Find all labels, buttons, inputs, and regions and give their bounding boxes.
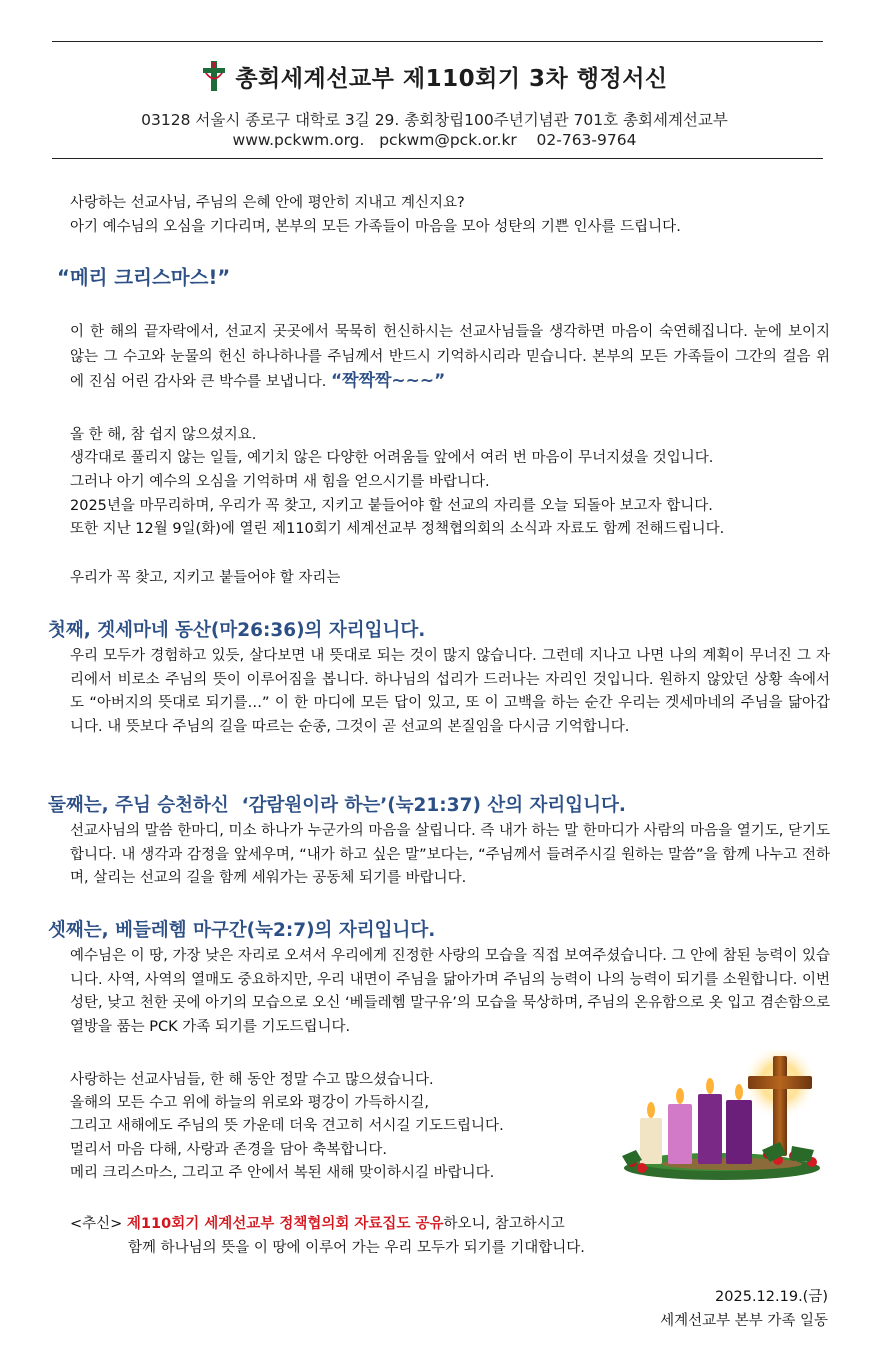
section-1-body: 우리 모두가 경험하고 있듯, 살다보면 내 뜻대로 되는 것이 많지 않습니다. 그런데 지나고 나면 나의 계획이 무너진 그 자리에서 비로소 주님의 뜻이 이루어짐을 봅니다. 하나님의 섭리가 드러나는 자리인 것입니다. 원하지 않았던 상황 속에서도 “아버지의 뜻대로 되기를…” 이 한 마디에 모든 답이 있고, 또 이 고백을 하는 순간 우리는 겟세마네의 주님을 닮아갑니다. 내 뜻보다 주님의 길을 따르는 순종, 그것이 곧 선교의 본질임을 다시금 기억합니다. <box>70 648 830 735</box>
title-text: 총회세계선교부 제110회기 3차 행정서신 <box>235 66 668 92</box>
section-3-heading: 셋째는, 베들레헴 마구간(눅2:7)의 자리입니다. <box>48 920 436 941</box>
thanks-paragraph <box>70 320 830 395</box>
section-3-body: 예수님은 이 땅, 가장 낮은 자리로 오셔서 우리에게 진정한 사랑의 모습을 직접 보여주셨습니다. 그 안에 참된 능력이 있습니다. 사역, 사역의 열매도 중요하지만, 우리 내면이 주님을 닮아가며 주님의 능력이 나의 능력이 되기를 소원합니다. 이번 성탄, 낮고 천한 곳에 아기의 모습으로 오신 ‘베들레헴 말구유’의 모습을 묵상하며, 주님의 온유함으로 옷 입고 겸손함으로 열방을 품는 PCK 가족 되기를 기도드립니다. <box>70 948 830 1035</box>
section-2-body: 선교사님의 말씀 한마디, 미소 하나가 누군가의 마음을 살립니다. 즉 내가 하는 말 한마디가 사람의 마음을 열기도, 닫기도 합니다. 내 생각과 감정을 앞세우며, “내가 하고 싶은 말”보다는, “주님께서 들려주시길 원하는 말씀”을 함께 나누고 전하며, 살리는 선교의 길을 함께 세워가는 공동체 되기를 바랍니다. <box>70 823 830 886</box>
postscript-line-1 <box>70 1212 830 1236</box>
postscript-highlight: 제110회기 세계선교부 정책협의회 자료집도 공유 <box>126 1216 444 1232</box>
year-line-4: 2025년을 마무리하며, 우리가 꼭 찾고, 지키고 붙들어야 할 선교의 자리를 오늘 되돌아 보고자 합니다. <box>70 498 713 514</box>
pck-logo-icon <box>201 60 227 98</box>
year-line-2: 생각대로 풀리지 않는 일들, 예기치 않은 다양한 어려움들 앞에서 여러 번 마음이 무너지셨을 것입니다. <box>70 450 714 466</box>
merry-christmas-heading: “메리 크리스마스!” <box>57 266 231 289</box>
advent-candles-cross-illustration <box>622 1050 834 1180</box>
section-1-heading: 첫째, 겟세마네 동산(마26:36)의 자리입니다. <box>48 620 426 641</box>
closing-line-1: 사랑하는 선교사님들, 한 해 동안 정말 수고 많으셨습니다. <box>70 1072 434 1088</box>
header-bottom-rule <box>52 158 823 159</box>
letter-sender: 세계선교부 본부 가족 일동 <box>660 1313 828 1329</box>
contact-line: www.pckwm.org. pckwm@pck.or.kr 02-763-9764 <box>232 131 637 149</box>
closing-line-2: 올해의 모든 수고 위에 하늘의 위로와 평강이 가득하시길, <box>70 1095 430 1111</box>
clap-text: “짝짝짝~~~” <box>330 371 446 391</box>
top-rule <box>52 41 823 42</box>
signature-block <box>660 1285 828 1333</box>
year-line-5: 또한 지난 12월 9일(화)에 열린 제110회기 세계선교부 정책협의회의 소식과 자료도 함께 전해드립니다. <box>70 521 725 537</box>
closing-line-3: 그리고 새해에도 주님의 뜻 가운데 더욱 견고히 서시길 기도드립니다. <box>70 1118 504 1134</box>
postscript-label: <추신> <box>70 1216 127 1232</box>
section-2-heading: 둘째는, 주님 승천하신 ‘감람원이라 하는’(눅21:37) 산의 자리입니다. <box>48 795 626 816</box>
address-line: 03128 서울시 종로구 대학로 3길 29. 총회창립100주년기념관 701호 총회세계선교부 <box>141 111 728 129</box>
closing-line-5: 메리 크리스마스, 그리고 주 안에서 복된 새해 맞이하시길 바랍니다. <box>70 1165 495 1181</box>
year-line-3: 그러나 아기 예수의 오심을 기억하며 새 힘을 얻으시기를 바랍니다. <box>70 474 490 490</box>
letter-date: 2025.12.19.(금) <box>715 1289 828 1305</box>
greeting-line-1: 사랑하는 선교사님, 주님의 은혜 안에 평안히 지내고 계신지요? <box>70 195 465 211</box>
postscript-rest: 하오니, 참고하시고 <box>443 1216 565 1232</box>
thanks-text: 이 한 해의 끝자락에서, 선교지 곳곳에서 묵묵히 헌신하시는 선교사님들을 생각하면 마음이 숙연해집니다. 눈에 보이지 않는 그 수고와 눈물의 헌신 하나하나를 주님께서 반드시 기억하시리라 믿습니다. 본부의 모든 가족들이 그간의 걸음 위에 진심 어린 감사와 큰 박수를 보냅니다. <box>70 324 831 390</box>
letter-title <box>0 60 869 98</box>
greeting-line-2: 아기 예수님의 오심을 기다리며, 본부의 모든 가족들이 마음을 모아 성탄의 기쁜 인사를 드립니다. <box>70 219 681 235</box>
intro-line: 우리가 꼭 찾고, 지키고 붙들어야 할 자리는 <box>70 570 341 586</box>
postscript <box>70 1212 830 1260</box>
closing-line-4: 멀리서 마음 다해, 사랑과 존경을 담아 축복합니다. <box>70 1142 388 1158</box>
year-line-1: 올 한 해, 참 쉽지 않으셨지요. <box>70 427 257 443</box>
postscript-line-2: 함께 하나님의 뜻을 이 땅에 이루어 가는 우리 모두가 되기를 기대합니다. <box>128 1240 585 1256</box>
